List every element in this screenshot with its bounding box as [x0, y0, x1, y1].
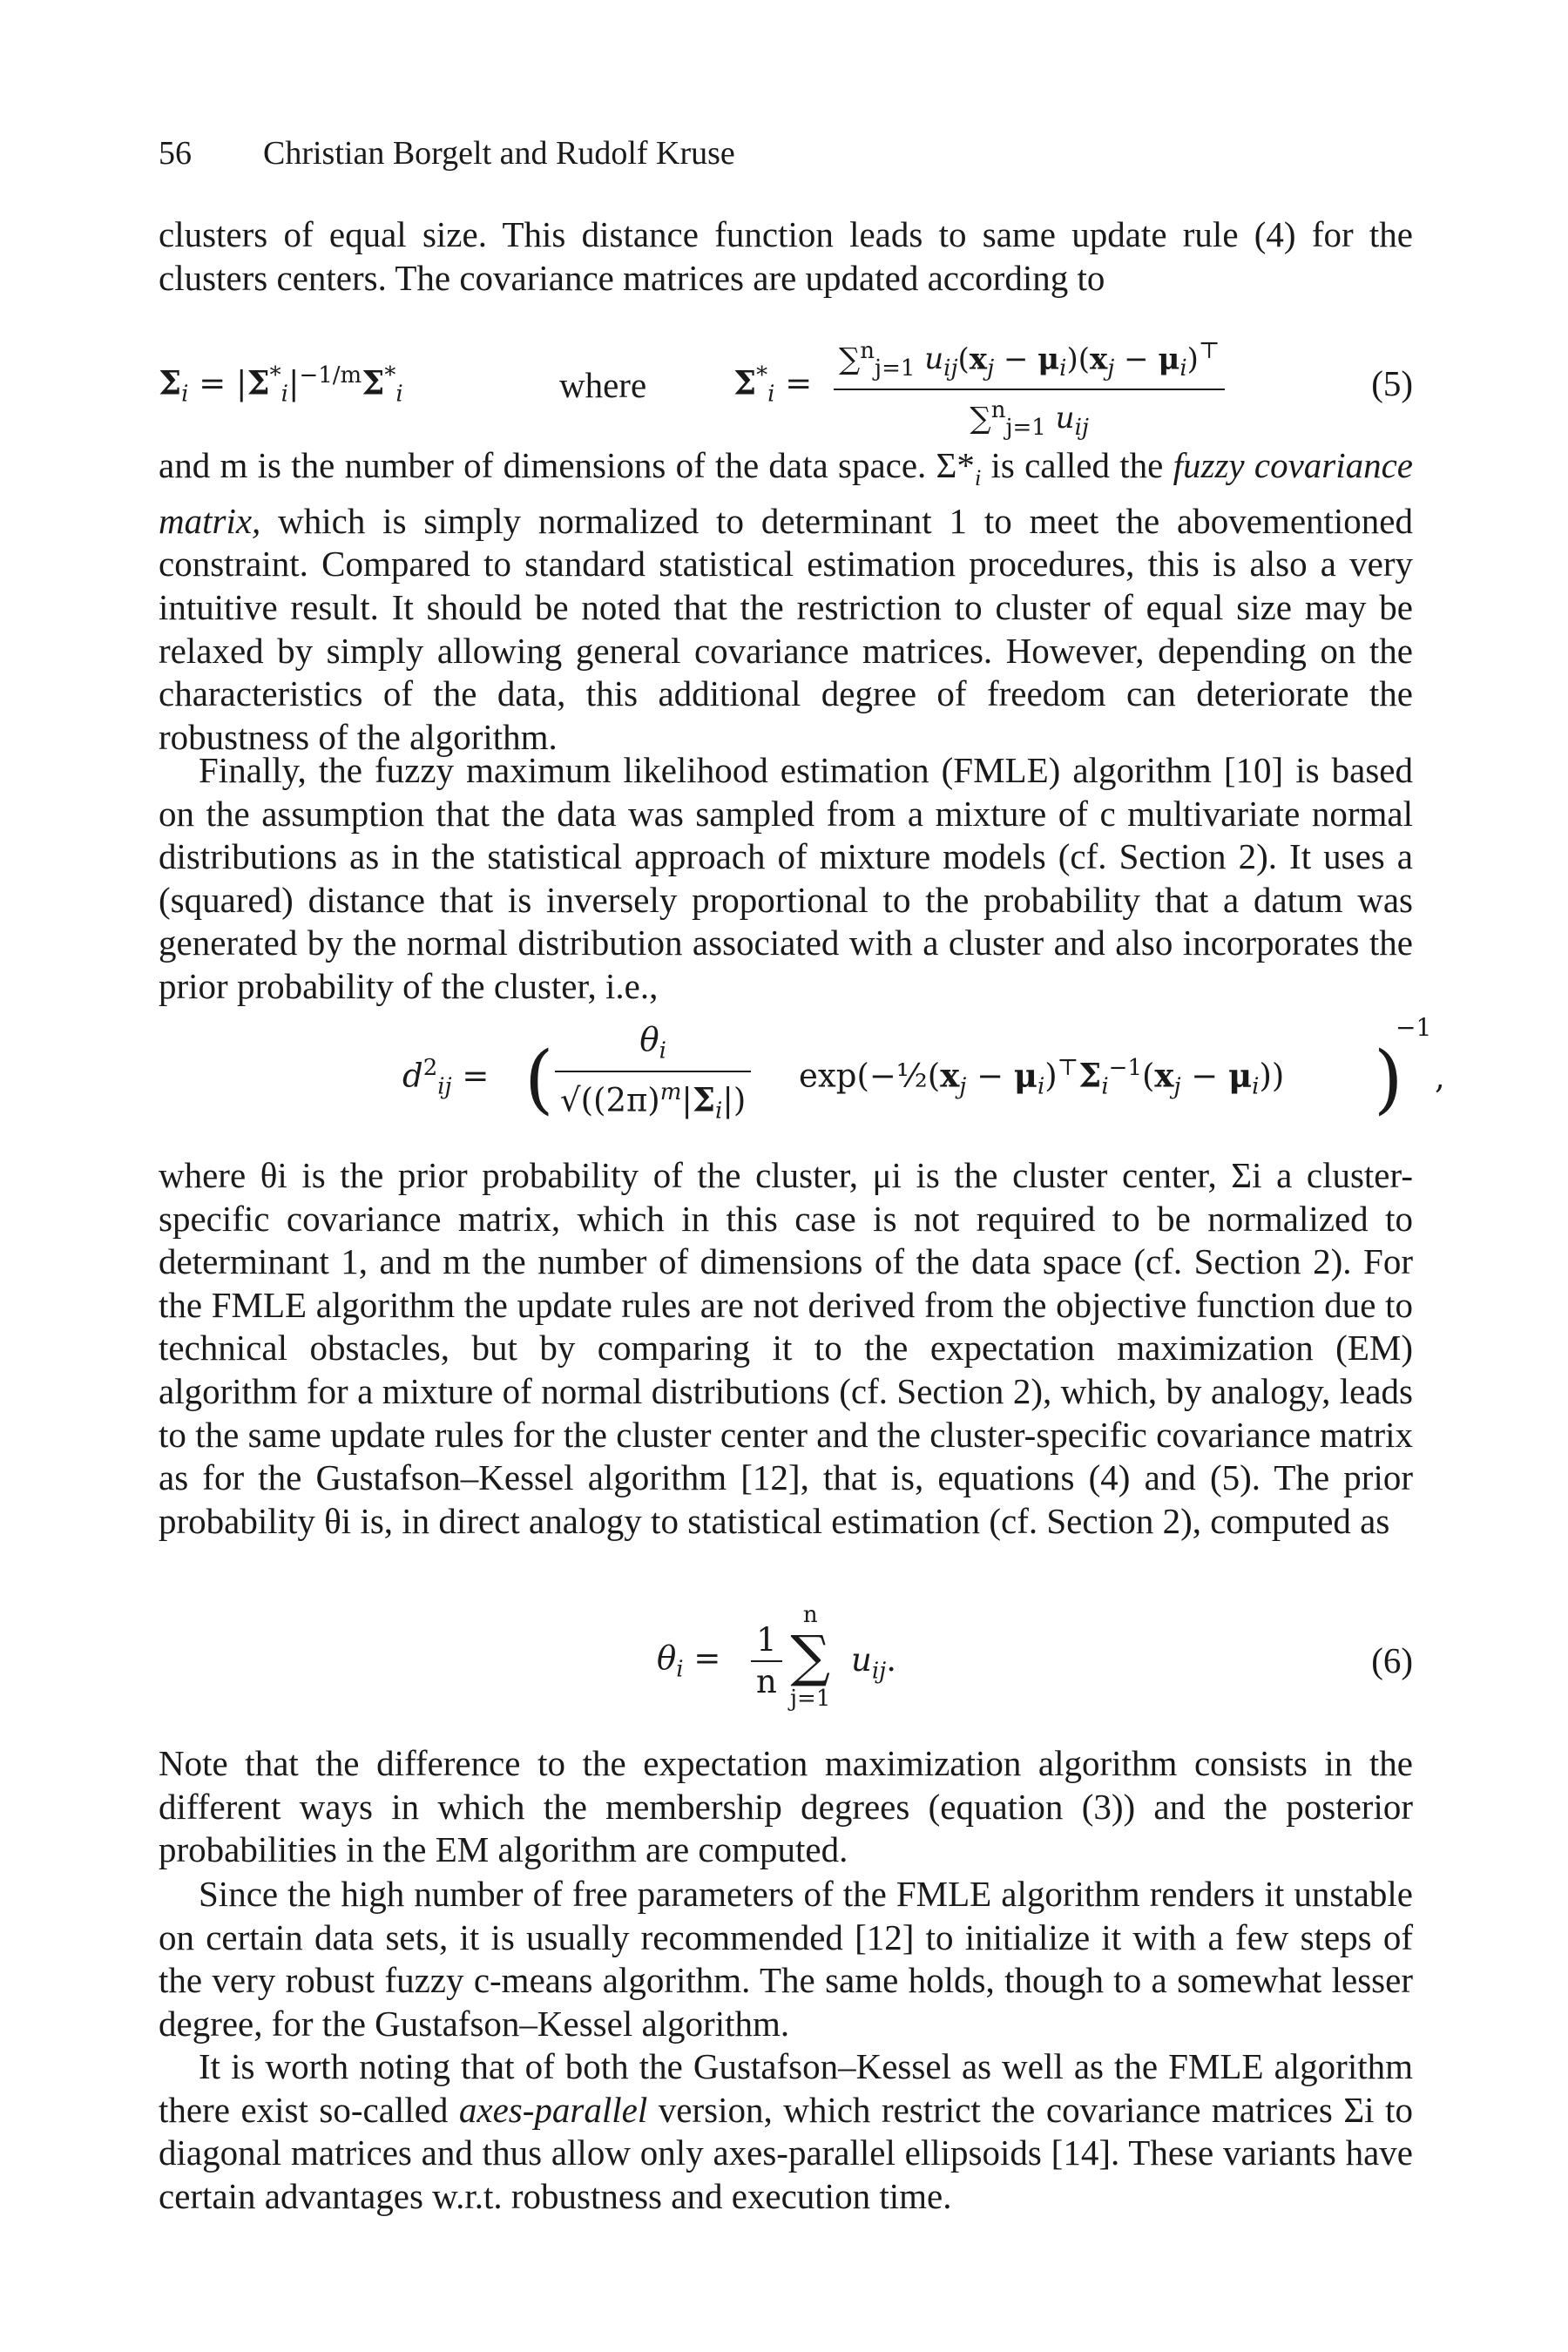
- eq5-number: (5): [1371, 363, 1413, 403]
- eq5-where: where: [559, 365, 647, 405]
- eq5-fraction: [834, 331, 1225, 448]
- paragraph-7: [159, 2045, 1413, 2218]
- p2-emphasis: fuzzy covariance matrix,: [159, 445, 1414, 541]
- eq6-body: $u_{ij}$.: [851, 1641, 896, 1685]
- p7-part-a: It is worth noting that of both the Gustafson–Kessel as well as the FMLE algorithm there exist so-called: [159, 2046, 1413, 2130]
- page-number: 56: [159, 135, 192, 172]
- p7-part-b: version, which restrict the covariance matrices Σi to diagonal matrices and thus allow only axes-parallel ellipsoids [14]. These variants have certain advantages w.r.t. robustness and execution time.: [159, 2089, 1413, 2216]
- eqd-power: −1: [1396, 1013, 1432, 1042]
- eq5-denominator: ∑$^n_{j=1}$ $u_{ij}$: [834, 389, 1225, 448]
- p2-part-a: and m is the number of dimensions of the data space. Σ*: [159, 445, 975, 485]
- paragraph-3: Finally, the fuzzy maximum likelihood estimation (FMLE) algorithm [10] is based on the assumption that the data was sampled from a mixture of c multivariate normal distributions as in the statistical approach of mixture models (cf. Section 2). It uses a (squared) distance that is inversely proportional to the probability that a datum was generated by the normal distribution associated with a cluster and also incorporates the prior probability of the cluster, i.e.,: [159, 750, 1413, 1006]
- eq6-fraction: [751, 1620, 782, 1702]
- eqd-denominator: $√((2\pi)^m|\Sigma_i|)$: [555, 1071, 751, 1132]
- eq6-sum: [790, 1601, 830, 1713]
- eq5-rhs-lhs: $\Sigma^*_i$ =: [733, 362, 813, 408]
- paragraph-1: clusters of equal size. This distance function leads to same update rule (4) for the clusters centers. The covariance matrices are updated according to: [159, 214, 1413, 298]
- eq6-sigma: ∑: [790, 1625, 831, 1689]
- paragraph-2: and m is the number of dimensions of the data space. $\Sigma*_i$ is called the fuzzy covariance matrix, which is simply normalized to determinant 1 to meet the abovementioned constraint. Compared to standard statistical estimation procedures, this is also a very intuitive result. It should be noted that the restriction to cluster of equal size may be relaxed by simply allowing general covariance matrices. However, depending on the characteristics of the data, this additional degree of freedom can deteriorate the robustness of the algorithm.: [159, 445, 1414, 757]
- p7-emphasis: axes-parallel: [458, 2089, 648, 2130]
- eqd-exp: $\exp(-\frac{1}{2}(x_j - \mu_i)^⊤\Sigma_i^{-1}(x_j - \mu_i))$: [799, 1055, 1285, 1100]
- paragraph-5: Note that the difference to the expectation maximization algorithm consists in the different ways in which the membership degrees (equation (3)) and the posterior probabilities in the EM algorithm are computed.: [159, 1743, 1413, 1870]
- equation-6: [159, 1601, 1413, 1723]
- eq6-sum-top: n: [802, 1602, 818, 1628]
- p2-part-b: is called the: [981, 445, 1173, 485]
- eq6-frac-den: n: [751, 1660, 782, 1702]
- author-line: Christian Borgelt and Rudolf Kruse: [263, 135, 735, 172]
- paragraph-4: where θi is the prior probability of the cluster, μi is the cluster center, Σi a cluster-specific covariance matrix, which in this case is not required to be normalized to determinant 1, and m the number of dimensions of the data space (cf. Section 2). For the FMLE algorithm the update rules are not derived from the objective function due to technical obstacles, but by comparing it to the expectation maximization (EM) algorithm for a mixture of normal distributions (cf. Section 2), which, by analogy, leads to the same update rules for the cluster center and the cluster-specific covariance matrix as for the Gustafson–Kessel algorithm [12], that is, equations (4) and (5). The prior probability θi is, in direct analogy to statistical estimation (cf. Section 2), computed as: [159, 1155, 1413, 1541]
- running-header: [159, 132, 735, 174]
- paragraph-6: Since the high number of free parameters of the FMLE algorithm renders it unstable on certain data sets, it is usually recommended [12] to initialize it with a few steps of the very robust fuzzy c-means algorithm. The same holds, though to a somewhat lesser degree, for the Gustafson–Kessel algorithm.: [159, 1874, 1413, 2044]
- eq6-lhs: $\theta_i$ =: [657, 1639, 721, 1683]
- equation-5: [159, 338, 1413, 442]
- eq6-sum-bottom: j=1: [790, 1686, 831, 1712]
- equation-distance: $d^2_{ij}$ = ( $\frac{\theta_i}{√((2\pi)^m|\Sigma_i|)}$ $\exp(-\frac{1}{2}(x_j - \mu_i)^⊤\Sigma_i^{-1}(x_j - \mu_i))$ ) −1 ,: [159, 1015, 1413, 1137]
- eqd-lhs: $d^2_{ij}$ =: [402, 1055, 490, 1100]
- eqd-fraction: [555, 1020, 751, 1132]
- eq5-numerator: ∑$^n_{j=1}$ $u_{ij}(x_j - \mu_i)(x_j - \mu_i)^⊤$: [839, 338, 1220, 382]
- eq5-lhs: $\Sigma_i = |\Sigma^*_i|^{-1/m}\Sigma^*_i$: [159, 362, 403, 408]
- eqd-numerator: $\theta_i$: [639, 1021, 666, 1064]
- eq6-number: (6): [1371, 1640, 1413, 1680]
- p2-part-c: which is simply normalized to determinant 1 to meet the abovementioned constraint. Compared to standard statistical estimation procedures, this is also a very intuitive result. It should be noted that the restriction to cluster of equal size may be relaxed by simply allowing general covariance matrices. However, depending on the characteristics of the data, this additional degree of freedom can deteriorate the robustness of the algorithm.: [159, 500, 1413, 757]
- eq6-frac-num: 1: [756, 1621, 777, 1659]
- eqd-comma: ,: [1435, 1058, 1445, 1096]
